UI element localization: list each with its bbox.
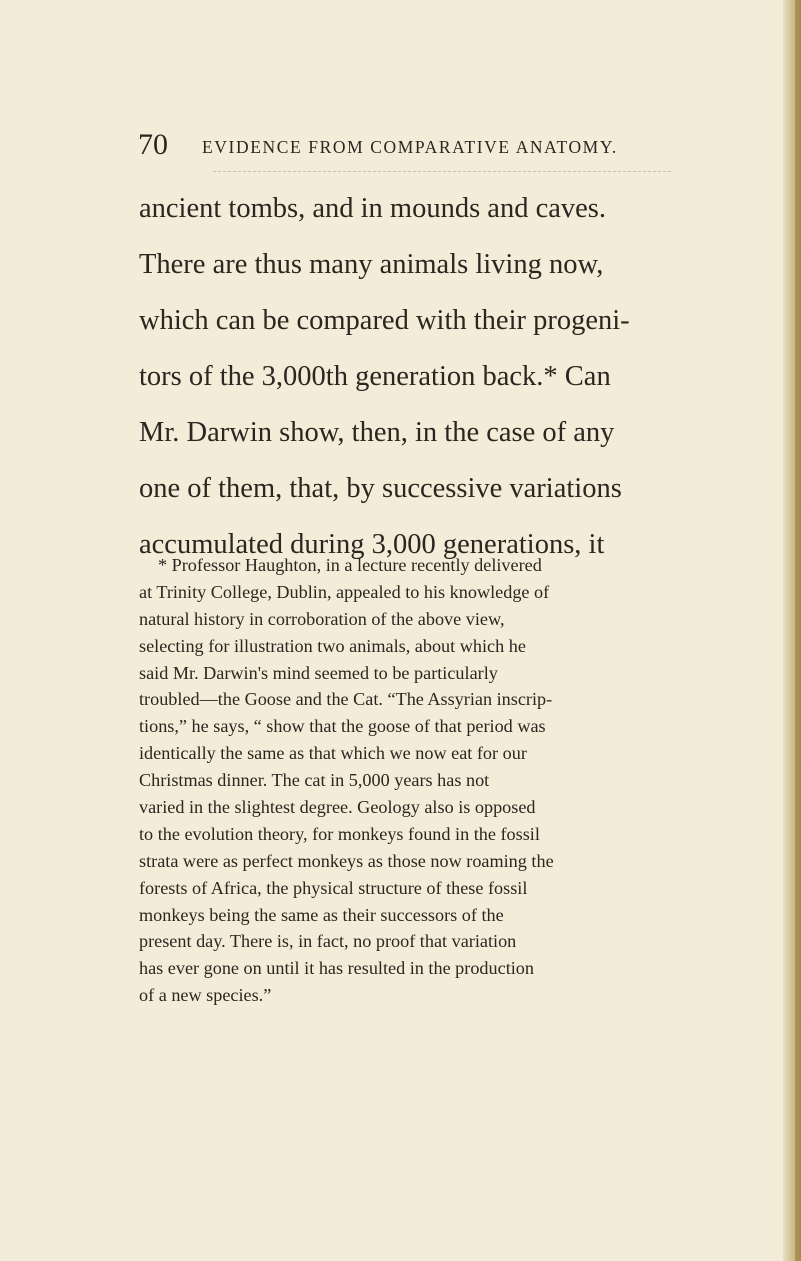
page-number: 70: [138, 128, 168, 161]
body-line: There are thus many animals living now,: [139, 249, 604, 280]
footnote-line: has ever gone on until it has resulted in the production: [139, 958, 534, 979]
footnote-line: varied in the slightest degree. Geology also is opposed: [139, 797, 536, 818]
body-line: one of them, that, by successive variations: [139, 473, 622, 504]
footnote-line: monkeys being the same as their successors of the: [139, 904, 504, 925]
footnote-line: * Professor Haughton, in a lecture recently delivered: [158, 555, 542, 575]
body-line: Mr. Darwin show, then, in the case of any: [139, 417, 615, 448]
body-paragraph: [139, 181, 699, 573]
footnote-line: at Trinity College, Dublin, appealed to his knowledge of: [139, 581, 550, 602]
footnote-line: troubled—the Goose and the Cat. “The Assyrian inscrip-: [139, 689, 553, 710]
body-line: which can be compared with their progeni-: [139, 305, 630, 336]
body-line: tors of the 3,000th generation back.* Can: [139, 361, 611, 392]
header-rule: [213, 171, 671, 172]
footnote-line: Christmas dinner. The cat in 5,000 years has not: [139, 770, 490, 791]
body-line: ancient tombs, and in mounds and caves.: [139, 193, 606, 224]
footnote-line: tions,” he says, “ show that the goose of that period was: [139, 716, 546, 737]
footnote-line: natural history in corroboration of the above view,: [139, 608, 505, 629]
running-head: [138, 128, 738, 168]
footnote-line: of a new species.”: [139, 985, 272, 1006]
body-line: accumulated during 3,000 generations, it: [139, 529, 605, 560]
footnote-line: selecting for illustration two animals, about which he: [139, 635, 526, 656]
page-edge-shadow: [795, 0, 801, 1261]
footnote-line: strata were as perfect monkeys as those now roaming the: [139, 850, 554, 871]
footnote-line: said Mr. Darwin's mind seemed to be particularly: [139, 662, 498, 683]
footnote-line: present day. There is, in fact, no proof that variation: [139, 931, 517, 952]
footnote-line: forests of Africa, the physical structure of these fossil: [139, 877, 528, 898]
footnote-line: to the evolution theory, for monkeys found in the fossil: [139, 823, 540, 844]
running-title: EVIDENCE FROM COMPARATIVE ANATOMY.: [202, 137, 618, 157]
footnote: [139, 552, 699, 1009]
footnote-line: identically the same as that which we now eat for our: [139, 743, 527, 764]
